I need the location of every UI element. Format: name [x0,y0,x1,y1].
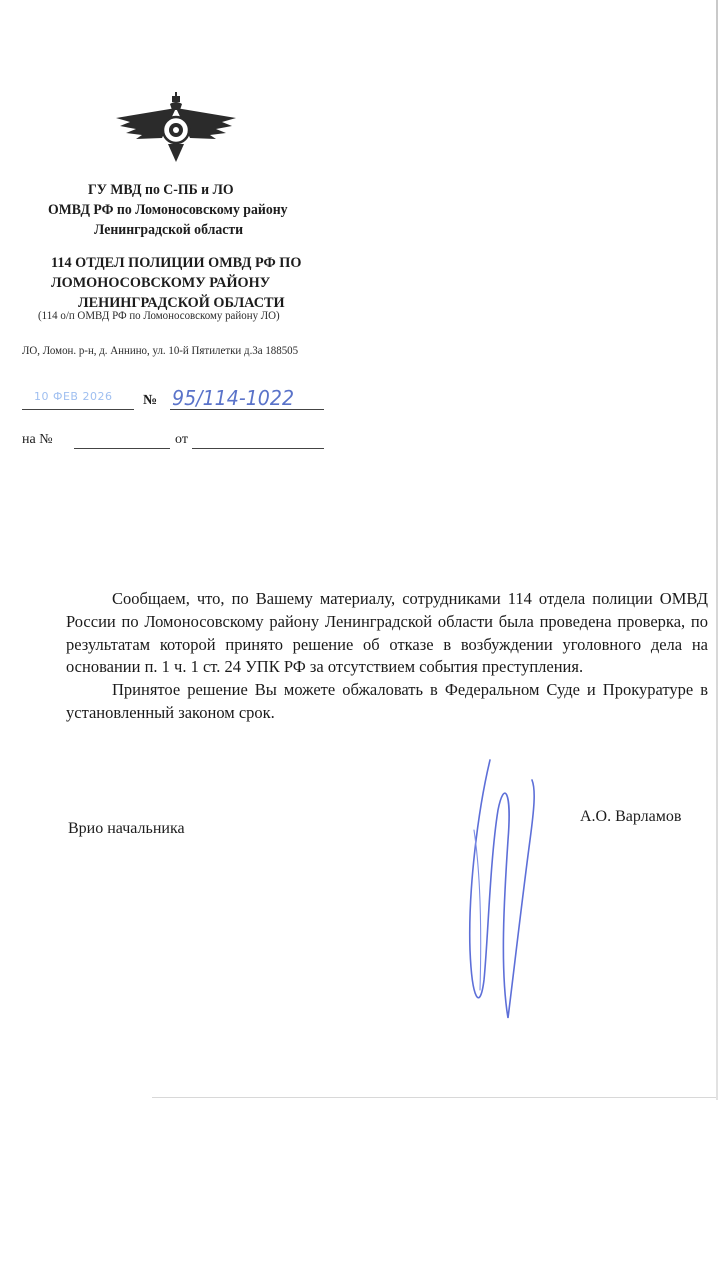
registration-row [22,386,332,414]
department-line-3: ЛЕНИНГРАДСКОЙ ОБЛАСТИ [78,295,285,311]
ministry-line-3: Ленинградской области [94,222,244,238]
letter-body [66,588,708,725]
page-edge-bottom [152,1097,716,1098]
body-paragraph-2: Принятое решение Вы можете обжаловать в Федеральном Суде и Прокуратуре в установленный законом срок. [66,680,708,722]
signer-name: А.О. Варламов [580,808,682,825]
ministry-line-1: ГУ МВД по С-ПБ и ЛО [88,182,234,198]
reference-row [22,430,332,452]
ministry-line-2: ОМВД РФ по Ломоносовскому району [48,202,288,218]
department-line-2: ЛОМОНОСОВСКОМУ РАЙОНУ [51,275,271,291]
reference-date-underline [192,448,324,449]
date-underline [22,409,134,410]
number-label: № [143,393,158,408]
reference-number-label: на № [22,432,53,447]
department-line-1: 114 ОТДЕЛ ПОЛИЦИИ ОМВД РФ ПО [51,255,302,271]
reference-date-label: от [175,432,188,447]
department-address: ЛО, Ломон. р-н, д. Аннино, ул. 10-й Пятилетки д.3а 188505 [22,345,299,357]
outgoing-number: 95/114-1022 [172,386,295,410]
department-short-name: (114 о/п ОМВД РФ по Ломоносовскому району ЛО) [38,310,280,322]
signer-position: Врио начальника [68,820,185,837]
body-paragraph-1: Сообщаем, что, по Вашему материалу, сотрудниками 114 отдела полиции ОМВД России по Ломоносовскому району Ленинградской области была проведена проверка, по результатам которой принято решение об отказе в возбуждении уголовного дела на основании п. 1 ч. 1 ст. 24 УПК РФ за отсутствием события преступления. [66,589,708,677]
handwritten-signature [460,750,540,1030]
reference-number-underline [74,448,170,449]
date-stamp: 10 ФЕВ 2026 [34,390,113,403]
page-edge-right [716,0,718,1100]
police-eagle-emblem-icon [110,92,242,164]
